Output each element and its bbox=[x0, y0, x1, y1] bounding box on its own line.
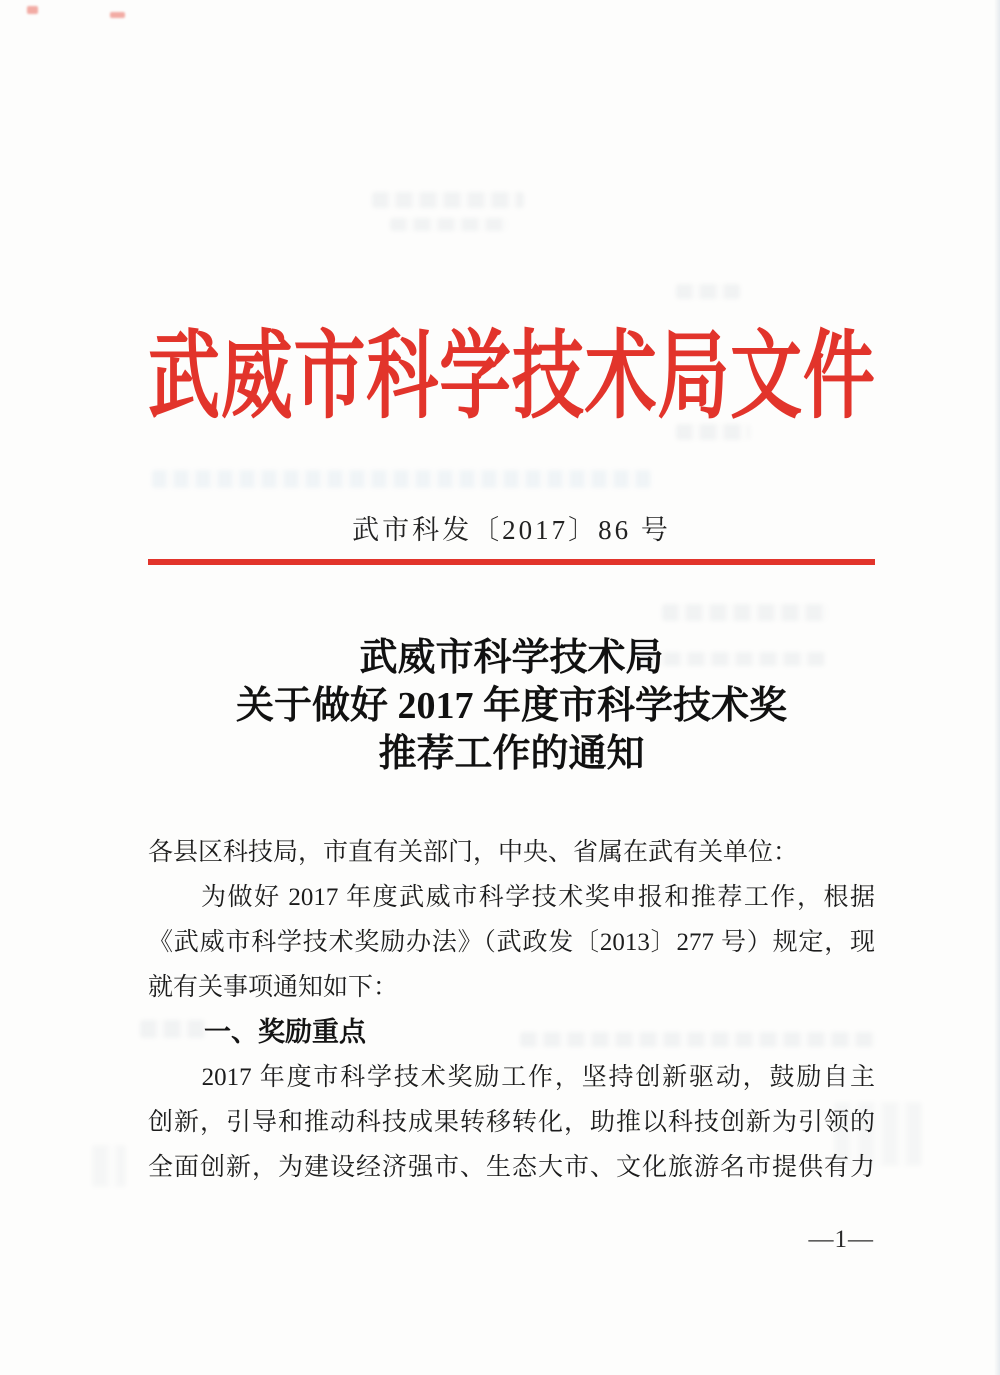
page-number: —1— bbox=[808, 1226, 874, 1253]
text-line: 一、奖励重点 bbox=[204, 1017, 366, 1047]
bleedthrough-artifact bbox=[676, 284, 740, 299]
document-header-title: 武 威 市 科 学 技 术 局 文 件 bbox=[148, 324, 875, 431]
document-number: 武市科发〔2017〕86 号 bbox=[352, 515, 671, 545]
text-line: 2017 年度市科学技术奖励工作，坚持创新驱动，鼓励自主 bbox=[148, 1064, 875, 1091]
text-line: 《武威市科学技术奖励办法》（武政发〔2013〕277 号）规定，现 bbox=[148, 929, 875, 956]
red-divider-rule bbox=[148, 559, 875, 565]
document-body bbox=[148, 830, 875, 1190]
text-line: 各县区科技局，市直有关部门，中央、省属在武有关单位： bbox=[148, 839, 799, 866]
document-title-line: 推荐工作的通知 bbox=[378, 733, 645, 775]
bleedthrough-artifact bbox=[390, 218, 508, 231]
scan-speck bbox=[27, 6, 38, 14]
bleedthrough-artifact bbox=[152, 470, 652, 488]
bleedthrough-artifact bbox=[92, 1145, 126, 1187]
text-line: 为做好 2017 年度武威市科学技术奖申报和推荐工作，根据 bbox=[148, 884, 875, 911]
text-line: 就有关事项通知如下： bbox=[148, 974, 399, 1001]
text-line: 创新，引导和推动科技成果转移转化，助推以科技创新为引领的 bbox=[148, 1109, 875, 1136]
scan-speck bbox=[110, 12, 125, 18]
bleedthrough-artifact bbox=[662, 604, 828, 621]
document-title bbox=[148, 634, 875, 778]
document-title-line: 关于做好 2017 年度市科学技术奖 bbox=[235, 685, 787, 727]
document-title-line: 武威市科学技术局 bbox=[359, 637, 664, 679]
text-line: 全面创新，为建设经济强市、生态大市、文化旅游名市提供有力 bbox=[148, 1154, 875, 1181]
bleedthrough-artifact bbox=[372, 192, 524, 208]
scan-edge-shadow bbox=[994, 0, 1000, 1375]
